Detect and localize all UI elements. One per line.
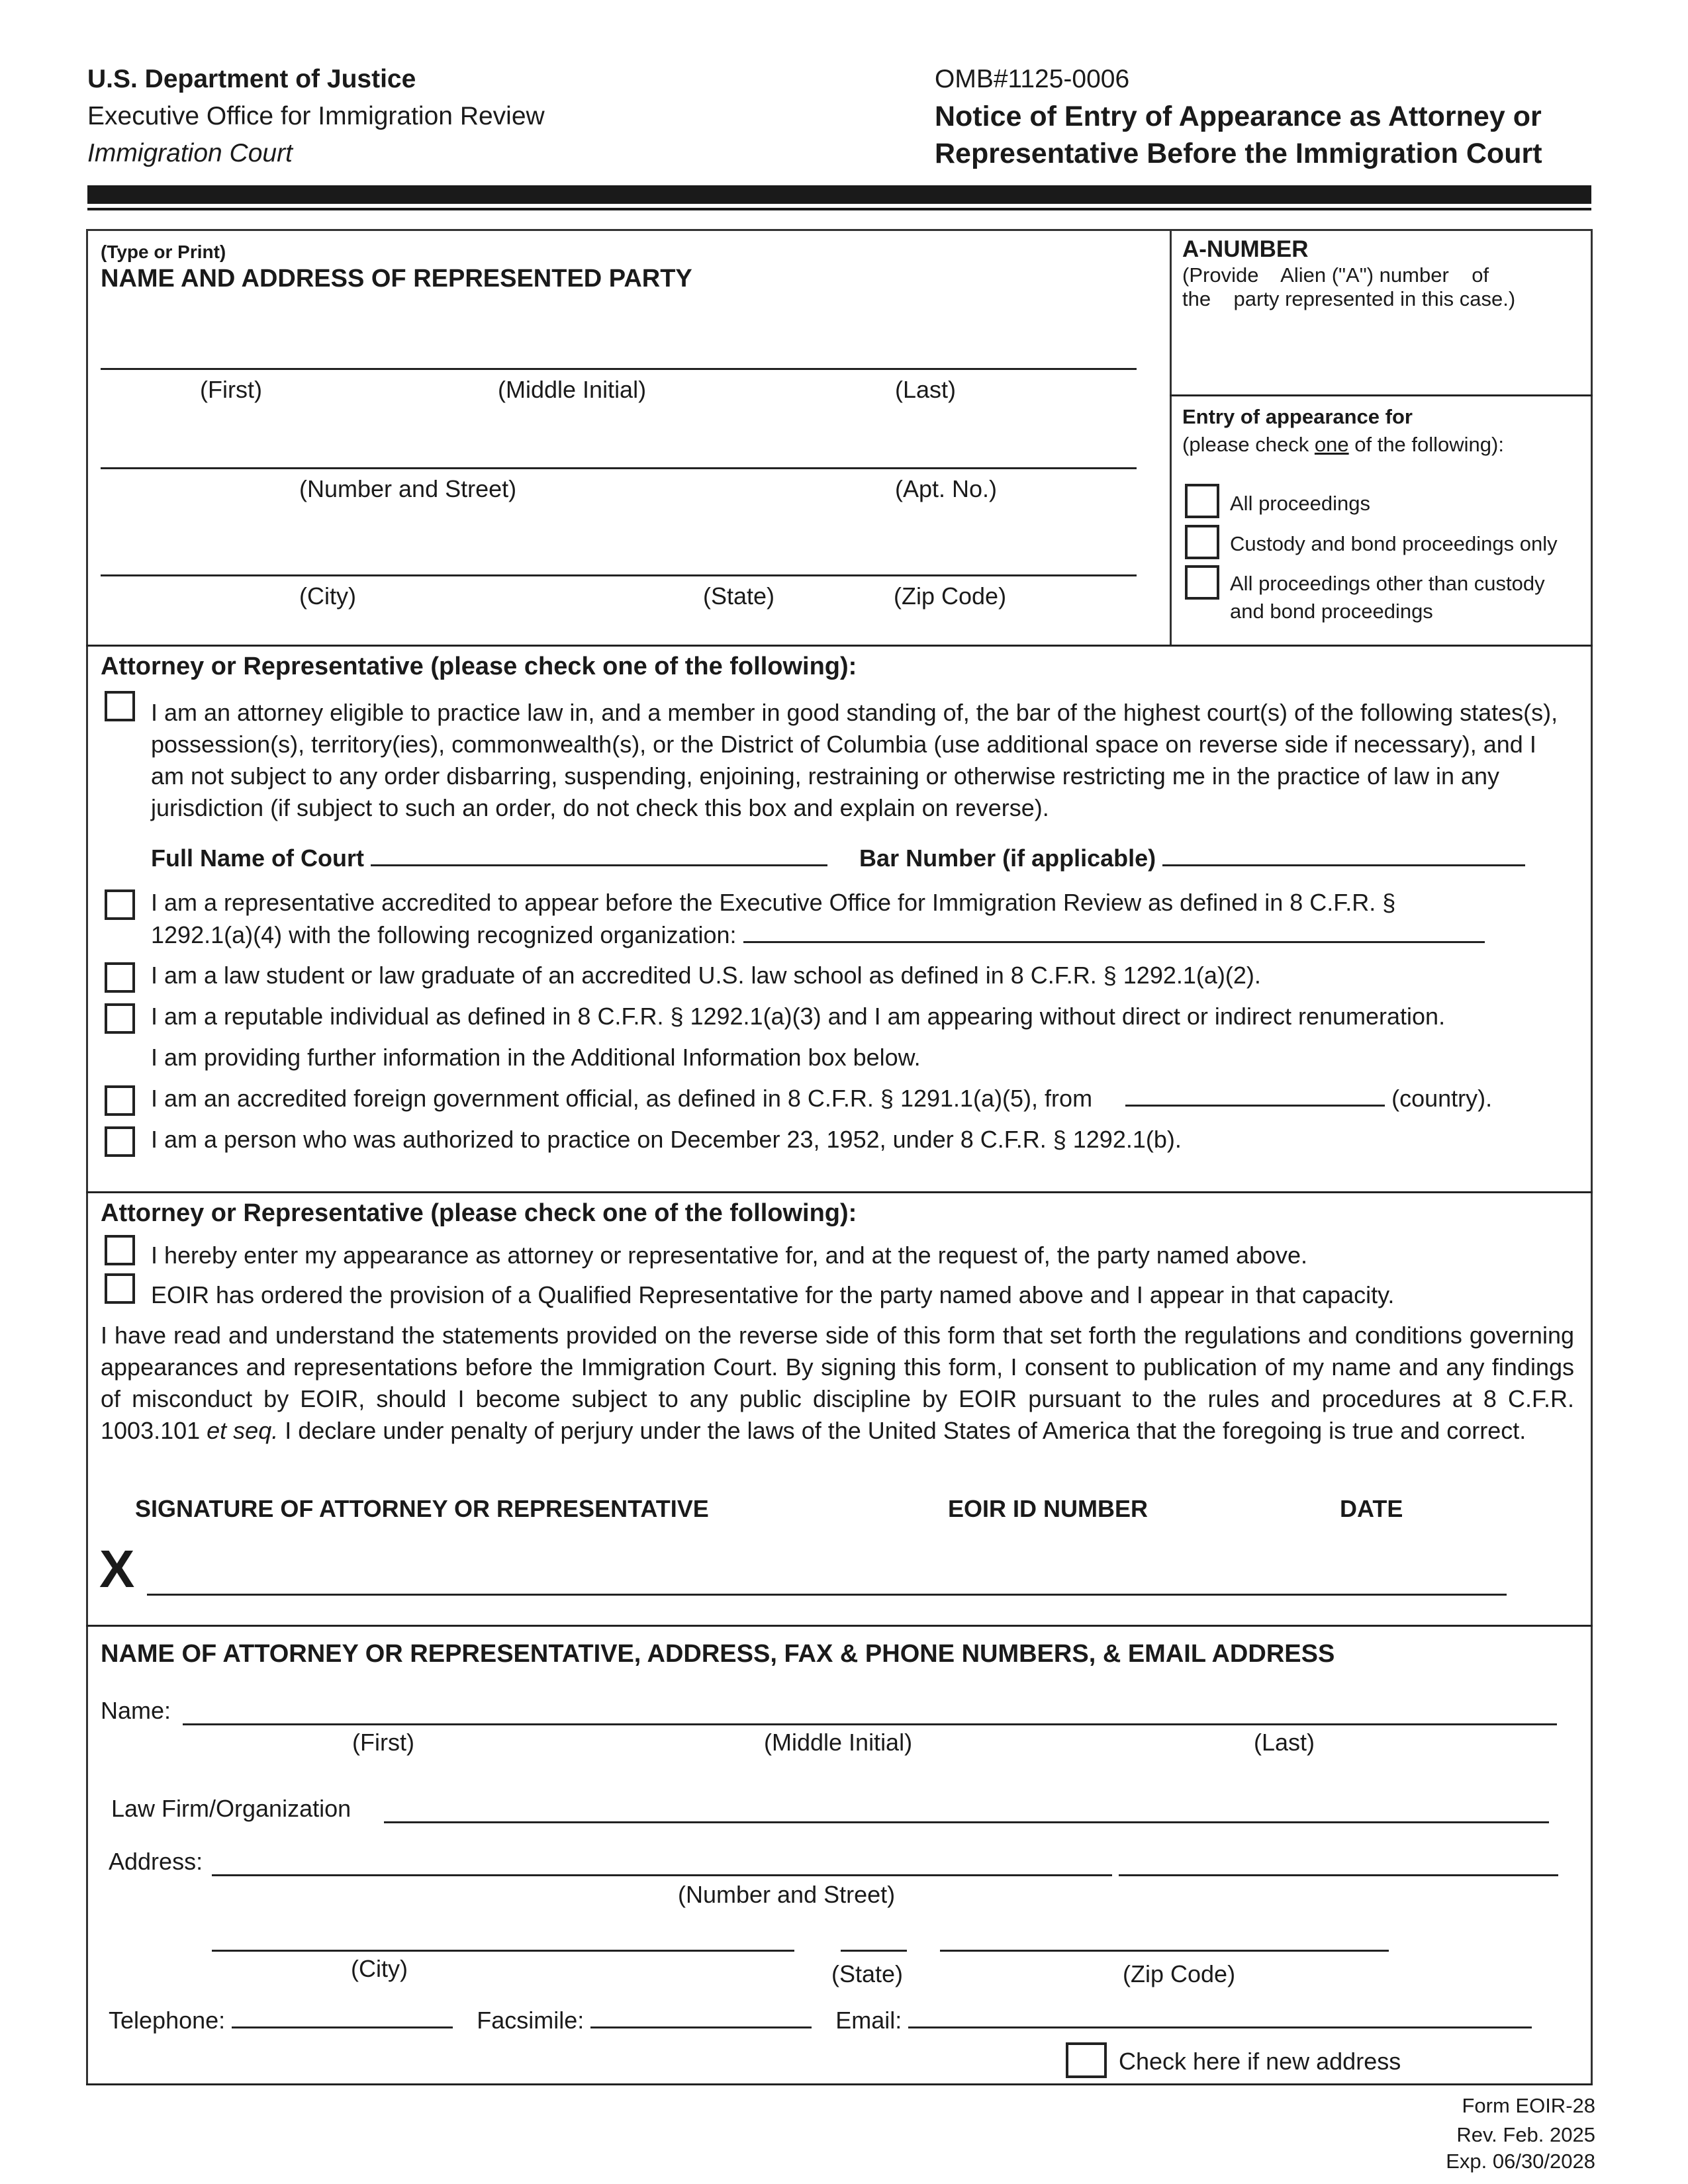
rep-name-field[interactable]	[183, 1723, 1557, 1725]
contact-row	[109, 2005, 1532, 2036]
form-revision: Rev. Feb. 2025	[1456, 2123, 1595, 2146]
form-number: Form EOIR-28	[1462, 2094, 1595, 2117]
bar-number-field[interactable]	[1162, 843, 1525, 866]
party-first-label: (First)	[200, 376, 262, 403]
declaration-statement	[101, 1320, 1574, 1447]
custody-bond-label: Custody and bond proceedings only	[1230, 532, 1558, 555]
form-header	[935, 61, 1542, 172]
rep-middle-label: (Middle Initial)	[764, 1729, 913, 1756]
rep-name-label: Name:	[101, 1697, 171, 1724]
entry-instruction	[1182, 432, 1504, 458]
header-rule-thin	[87, 208, 1591, 210]
all-proceedings-checkbox[interactable]	[1185, 484, 1219, 518]
rep-apt-field[interactable]	[1119, 1874, 1558, 1876]
rep-address-label: Address:	[109, 1848, 203, 1875]
accredited-rep-checkbox[interactable]	[105, 889, 135, 920]
recognized-org-field[interactable]	[743, 920, 1485, 943]
declaration-text-1: I have read and understand the statements provided on the reverse side of this form that set forth the regulations and conditions governing appearances and representations before the Immigration Court. By signing this form, I consent to publication of my name and any findings of misconduct by EOIR, should I become subject to any public discipline by EOIR pursuant to the rules and procedures at 8 C.F.R. 1003.101	[101, 1322, 1574, 1444]
foreign-official-checkbox[interactable]	[105, 1085, 135, 1116]
email-field[interactable]	[908, 2005, 1532, 2028]
other-than-custody-checkbox[interactable]	[1185, 565, 1219, 600]
party-heading: NAME AND ADDRESS OF REPRESENTED PARTY	[101, 265, 692, 293]
accredited-rep-line2	[151, 920, 1485, 950]
rep-state-label: (State)	[831, 1960, 904, 1987]
department-name: U.S. Department of Justice	[87, 65, 416, 93]
agency-header	[87, 61, 545, 172]
rep-city-field[interactable]	[212, 1950, 794, 1952]
telephone-label: Telephone:	[109, 2007, 226, 2034]
foreign-official-row	[151, 1083, 1492, 1114]
attorney-section2-heading: Attorney or Representative (please check one of the following):	[101, 1199, 857, 1227]
party-city-label: (City)	[299, 582, 356, 610]
section-divider-2	[86, 1191, 1593, 1193]
law-student-checkbox[interactable]	[105, 962, 135, 993]
frame-bottom-line	[86, 2083, 1593, 2085]
enter-appearance-checkbox[interactable]	[105, 1235, 135, 1265]
qualified-rep-text: EOIR has ordered the provision of a Qualified Representative for the party named above and I appear in that capacity.	[151, 1281, 1395, 1308]
attorney-section1-heading: Attorney or Representative (please check one of the following):	[101, 653, 857, 680]
telephone-field[interactable]	[232, 2005, 453, 2028]
rep-last-label: (Last)	[1254, 1729, 1315, 1756]
country-field[interactable]	[1125, 1083, 1385, 1107]
party-state-label: (State)	[703, 582, 775, 610]
anumber-entry-divider	[1170, 394, 1593, 396]
rep-zip-label: (Zip Code)	[1123, 1960, 1236, 1987]
rep-street-label: (Number and Street)	[678, 1881, 896, 1908]
authorized-1952-checkbox[interactable]	[105, 1126, 135, 1157]
court-name: Immigration Court	[87, 139, 293, 167]
party-name-line[interactable]	[101, 368, 1137, 370]
rep-state-field[interactable]	[841, 1950, 907, 1952]
section-divider-1	[86, 645, 1593, 647]
eoir-id-label: EOIR ID NUMBER	[948, 1495, 1149, 1522]
party-zip-label: (Zip Code)	[894, 582, 1007, 610]
foreign-official-text: I am an accredited foreign government official, as defined in 8 C.F.R. § 1291.1(a)(5), from	[151, 1085, 1093, 1112]
law-firm-label: Law Firm/Organization	[111, 1795, 352, 1822]
new-address-checkbox[interactable]	[1066, 2042, 1107, 2078]
country-label: (country).	[1391, 1085, 1493, 1112]
form-title-line2: Representative Before the Immigration Court	[935, 138, 1542, 169]
omb-number: OMB#1125-0006	[935, 65, 1130, 93]
anumber-input-area[interactable]	[1182, 311, 1579, 384]
reputable-individual-checkbox[interactable]	[105, 1003, 135, 1034]
bar-number-label: Bar Number (if applicable)	[859, 844, 1156, 872]
party-anumber-divider	[1170, 229, 1172, 646]
other-than-custody-label-1: All proceedings other than custody	[1230, 572, 1545, 595]
party-street-label: (Number and Street)	[299, 475, 517, 502]
form-footer	[1446, 2093, 1595, 2175]
signature-label: SIGNATURE OF ATTORNEY OR REPRESENTATIVE	[135, 1495, 709, 1522]
entry-instruction-one: one	[1314, 433, 1349, 456]
reputable-individual-line1: I am a reputable individual as defined in 8 C.F.R. § 1292.1(a)(3) and I am appearing without direct or indirect renumeration.	[151, 1003, 1446, 1030]
authorized-1952-text: I am a person who was authorized to practice on December 23, 1952, under 8 C.F.R. § 1292.1(b).	[151, 1126, 1182, 1153]
header-rule-thick	[87, 185, 1591, 204]
court-bar-row	[151, 843, 1525, 874]
anumber-desc-1: (Provide Alien ("A") number of	[1182, 263, 1489, 287]
new-address-label: Check here if new address	[1119, 2048, 1401, 2075]
email-label: Email:	[835, 2007, 902, 2034]
custody-bond-checkbox[interactable]	[1185, 525, 1219, 559]
accredited-rep-line1: I am a representative accredited to appear before the Executive Office for Immigration Review as defined in 8 C.F.R. §	[151, 889, 1396, 916]
qualified-rep-checkbox[interactable]	[105, 1273, 135, 1304]
party-last-label: (Last)	[895, 376, 957, 403]
signature-x-mark: X	[99, 1539, 135, 1598]
type-or-print-hint: (Type or Print)	[101, 242, 226, 262]
declaration-et-seq: et seq.	[207, 1417, 279, 1444]
law-student-text: I am a law student or law graduate of an accredited U.S. law school as defined in 8 C.F.R. § 1292.1(a)(2).	[151, 962, 1261, 989]
party-street-line[interactable]	[101, 467, 1137, 469]
enter-appearance-text: I hereby enter my appearance as attorney or representative for, and at the request of, the party named above.	[151, 1242, 1308, 1269]
law-firm-field[interactable]	[384, 1821, 1549, 1823]
office-name: Executive Office for Immigration Review	[87, 102, 545, 130]
entry-instruction-pre: (please check	[1182, 433, 1315, 456]
facsimile-label: Facsimile:	[477, 2007, 585, 2034]
party-middle-label: (Middle Initial)	[498, 376, 647, 403]
entry-instruction-post: of the following):	[1348, 433, 1504, 456]
other-than-custody-label-2: and bond proceedings	[1230, 600, 1433, 623]
all-proceedings-label: All proceedings	[1230, 492, 1370, 515]
anumber-heading: A-NUMBER	[1182, 236, 1309, 262]
anumber-desc-2: the party represented in this case.)	[1182, 287, 1516, 310]
attorney-eligibility-text: I am an attorney eligible to practice law in, and a member in good standing of, the bar of the highest court(s) of the following states(s), possession(s), territory(ies), commonwealth(s), or the District of Columbia (use additional space on reverse side if necessary), and I am not subject to any order disbarring, suspending, enjoining, restraining or otherwise restricting me in the practice of law in any jurisdiction (if subject to such an order, do not check this box and explain on reverse).	[151, 699, 1558, 821]
form-expiration: Exp. 06/30/2028	[1446, 2150, 1595, 2173]
rep-street-field[interactable]	[212, 1874, 1112, 1876]
form-title-line1: Notice of Entry of Appearance as Attorney or	[935, 101, 1542, 132]
party-city-line[interactable]	[101, 574, 1137, 576]
accredited-rep-line2-text: 1292.1(a)(4) with the following recognized organization:	[151, 921, 737, 948]
section-divider-3	[86, 1625, 1593, 1627]
rep-info-heading: NAME OF ATTORNEY OR REPRESENTATIVE, ADDRESS, FAX & PHONE NUMBERS, & EMAIL ADDRESS	[101, 1640, 1335, 1668]
party-apt-label: (Apt. No.)	[895, 475, 998, 502]
signature-line[interactable]	[147, 1594, 1507, 1596]
declaration-text-2: I declare under penalty of perjury under the laws of the United States of America that the foregoing is true and correct.	[278, 1417, 1526, 1444]
attorney-checkbox[interactable]	[105, 691, 135, 721]
facsimile-field[interactable]	[590, 2005, 812, 2028]
reputable-individual-line2: I am providing further information in the Additional Information box below.	[151, 1044, 921, 1071]
court-name-label: Full Name of Court	[151, 844, 364, 872]
date-label: DATE	[1340, 1495, 1403, 1522]
court-name-field[interactable]	[371, 843, 827, 866]
rep-city-label: (City)	[351, 1955, 408, 1982]
rep-zip-field[interactable]	[940, 1950, 1389, 1952]
rep-first-label: (First)	[352, 1729, 414, 1756]
entry-heading: Entry of appearance for	[1182, 405, 1413, 428]
